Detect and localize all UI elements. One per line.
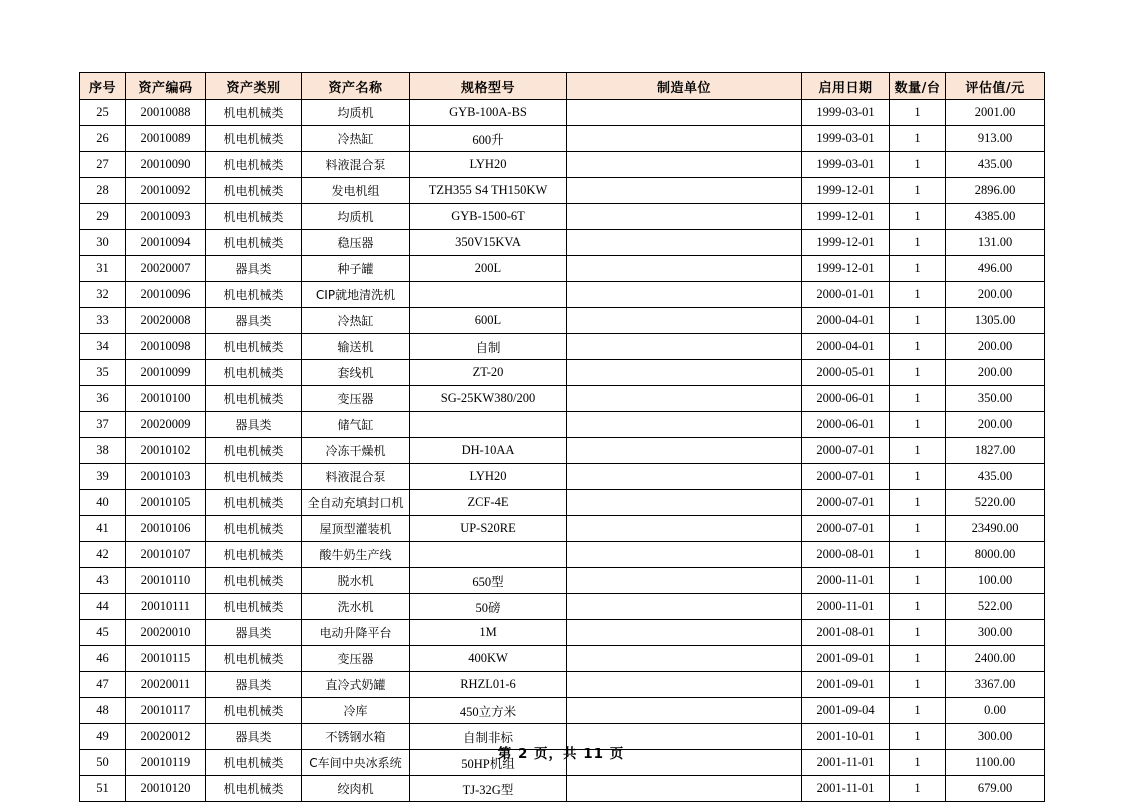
cell-appraised-value: 100.00 [946,568,1045,594]
cell-manufacturer [567,698,802,724]
cell-manufacturer [567,204,802,230]
cell-quantity: 1 [890,542,946,568]
cell-appraised-value: 200.00 [946,360,1045,386]
cell-asset-code: 20010119 [126,750,206,776]
cell-appraised-value: 0.00 [946,698,1045,724]
cell-asset-name: 套线机 [302,360,410,386]
cell-asset-name: 料液混合泵 [302,464,410,490]
cell-asset-name: 不锈钢水箱 [302,724,410,750]
cell-quantity: 1 [890,334,946,360]
cell-spec-model: TJ-32G型 [410,776,567,802]
column-header-start-date: 启用日期 [802,73,890,100]
cell-manufacturer [567,464,802,490]
cell-asset-code: 20020012 [126,724,206,750]
cell-seq: 25 [80,100,126,126]
cell-asset-category: 器具类 [206,724,302,750]
cell-asset-name: 脱水机 [302,568,410,594]
cell-asset-name: 屋顶型灌装机 [302,516,410,542]
cell-quantity: 1 [890,152,946,178]
cell-manufacturer [567,308,802,334]
cell-asset-code: 20020010 [126,620,206,646]
cell-appraised-value: 5220.00 [946,490,1045,516]
cell-asset-category: 机电机械类 [206,516,302,542]
cell-manufacturer [567,360,802,386]
cell-start-date: 1999-12-01 [802,230,890,256]
cell-quantity: 1 [890,438,946,464]
cell-asset-category: 器具类 [206,620,302,646]
table-row [80,360,1045,386]
cell-start-date: 1999-03-01 [802,126,890,152]
cell-start-date: 2000-07-01 [802,464,890,490]
cell-manufacturer [567,178,802,204]
cell-manufacturer [567,230,802,256]
table-row [80,412,1045,438]
cell-asset-code: 20010102 [126,438,206,464]
cell-asset-category: 机电机械类 [206,568,302,594]
cell-asset-code: 20010096 [126,282,206,308]
cell-asset-category: 机电机械类 [206,490,302,516]
asset-table [79,72,1045,802]
cell-start-date: 1999-03-01 [802,152,890,178]
cell-start-date: 2000-11-01 [802,594,890,620]
cell-manufacturer [567,334,802,360]
table-row [80,100,1045,126]
cell-spec-model: ZCF-4E [410,490,567,516]
cell-asset-category: 机电机械类 [206,542,302,568]
cell-asset-name: 变压器 [302,386,410,412]
cell-quantity: 1 [890,776,946,802]
cell-quantity: 1 [890,282,946,308]
cell-quantity: 1 [890,490,946,516]
cell-asset-category: 机电机械类 [206,178,302,204]
cell-asset-category: 机电机械类 [206,282,302,308]
cell-asset-code: 20010103 [126,464,206,490]
cell-start-date: 2001-11-01 [802,750,890,776]
cell-start-date: 2000-07-01 [802,438,890,464]
page-footer: 第 2 页，共 11 页 [497,746,625,762]
cell-spec-model: RHZL01-6 [410,672,567,698]
cell-asset-category: 器具类 [206,412,302,438]
cell-manufacturer [567,776,802,802]
cell-spec-model: 600L [410,308,567,334]
cell-asset-code: 20010090 [126,152,206,178]
cell-appraised-value: 131.00 [946,230,1045,256]
cell-quantity: 1 [890,100,946,126]
cell-spec-model: 600升 [410,126,567,152]
cell-asset-category: 机电机械类 [206,100,302,126]
table-header [80,73,1045,100]
cell-manufacturer [567,126,802,152]
cell-start-date: 2000-07-01 [802,516,890,542]
cell-asset-name: 输送机 [302,334,410,360]
cell-spec-model: DH-10AA [410,438,567,464]
cell-appraised-value: 200.00 [946,334,1045,360]
cell-asset-code: 20010110 [126,568,206,594]
cell-appraised-value: 435.00 [946,152,1045,178]
cell-asset-code: 20010094 [126,230,206,256]
cell-asset-code: 20010092 [126,178,206,204]
cell-asset-code: 20020011 [126,672,206,698]
cell-asset-code: 20010107 [126,542,206,568]
cell-seq: 42 [80,542,126,568]
cell-appraised-value: 2400.00 [946,646,1045,672]
cell-manufacturer [567,516,802,542]
cell-start-date: 2001-10-01 [802,724,890,750]
cell-seq: 38 [80,438,126,464]
table-row [80,282,1045,308]
cell-quantity: 1 [890,698,946,724]
cell-quantity: 1 [890,464,946,490]
cell-quantity: 1 [890,620,946,646]
cell-asset-category: 器具类 [206,308,302,334]
cell-manufacturer [567,542,802,568]
cell-asset-category: 机电机械类 [206,594,302,620]
cell-start-date: 1999-12-01 [802,178,890,204]
cell-spec-model: ZT-20 [410,360,567,386]
cell-appraised-value: 2896.00 [946,178,1045,204]
cell-seq: 48 [80,698,126,724]
table-row [80,542,1045,568]
cell-appraised-value: 8000.00 [946,542,1045,568]
cell-start-date: 2001-11-01 [802,776,890,802]
column-header-quantity: 数量/台 [890,73,946,100]
cell-start-date: 2000-08-01 [802,542,890,568]
cell-asset-category: 机电机械类 [206,230,302,256]
cell-asset-code: 20010120 [126,776,206,802]
asset-table-container [79,72,1044,802]
cell-start-date: 2000-11-01 [802,568,890,594]
cell-seq: 28 [80,178,126,204]
cell-appraised-value: 913.00 [946,126,1045,152]
cell-asset-category: 机电机械类 [206,360,302,386]
cell-seq: 36 [80,386,126,412]
cell-asset-name: 冷冻干燥机 [302,438,410,464]
cell-seq: 46 [80,646,126,672]
cell-asset-name: 冷库 [302,698,410,724]
cell-seq: 50 [80,750,126,776]
cell-start-date: 2000-05-01 [802,360,890,386]
cell-seq: 30 [80,230,126,256]
cell-appraised-value: 23490.00 [946,516,1045,542]
cell-spec-model: 200L [410,256,567,282]
cell-asset-code: 20020008 [126,308,206,334]
cell-seq: 40 [80,490,126,516]
cell-asset-category: 机电机械类 [206,698,302,724]
cell-manufacturer [567,386,802,412]
cell-asset-name: 稳压器 [302,230,410,256]
cell-start-date: 2000-04-01 [802,308,890,334]
cell-asset-code: 20010117 [126,698,206,724]
cell-seq: 27 [80,152,126,178]
cell-asset-name: CIP就地清洗机 [302,282,410,308]
table-row [80,594,1045,620]
table-row [80,230,1045,256]
table-row [80,204,1045,230]
cell-appraised-value: 496.00 [946,256,1045,282]
cell-asset-code: 20010105 [126,490,206,516]
cell-asset-name: 全自动充填封口机 [302,490,410,516]
cell-manufacturer [567,594,802,620]
column-header-manufacturer: 制造单位 [567,73,802,100]
cell-appraised-value: 1305.00 [946,308,1045,334]
cell-start-date: 2000-06-01 [802,386,890,412]
table-row [80,516,1045,542]
cell-quantity: 1 [890,256,946,282]
cell-asset-name: 均质机 [302,204,410,230]
cell-spec-model [410,282,567,308]
cell-spec-model: SG-25KW380/200 [410,386,567,412]
cell-start-date: 2000-06-01 [802,412,890,438]
cell-spec-model: GYB-100A-BS [410,100,567,126]
cell-quantity: 1 [890,360,946,386]
cell-start-date: 2000-04-01 [802,334,890,360]
cell-appraised-value: 300.00 [946,724,1045,750]
cell-quantity: 1 [890,516,946,542]
cell-asset-name: 冷热缸 [302,126,410,152]
cell-spec-model [410,542,567,568]
cell-seq: 49 [80,724,126,750]
cell-seq: 31 [80,256,126,282]
column-header-asset-category: 资产类别 [206,73,302,100]
cell-manufacturer [567,672,802,698]
cell-manufacturer [567,412,802,438]
cell-appraised-value: 200.00 [946,412,1045,438]
column-header-asset-name: 资产名称 [302,73,410,100]
cell-appraised-value: 350.00 [946,386,1045,412]
cell-asset-category: 机电机械类 [206,776,302,802]
cell-spec-model: 400KW [410,646,567,672]
column-header-asset-code: 资产编码 [126,73,206,100]
cell-quantity: 1 [890,750,946,776]
cell-manufacturer [567,100,802,126]
cell-asset-name: 绞肉机 [302,776,410,802]
cell-seq: 26 [80,126,126,152]
table-body [80,100,1045,802]
cell-asset-code: 20010088 [126,100,206,126]
cell-seq: 39 [80,464,126,490]
cell-start-date: 2001-09-01 [802,672,890,698]
cell-asset-code: 20010111 [126,594,206,620]
cell-appraised-value: 1827.00 [946,438,1045,464]
cell-appraised-value: 435.00 [946,464,1045,490]
cell-seq: 32 [80,282,126,308]
cell-spec-model: 450立方米 [410,698,567,724]
cell-spec-model: TZH355 S4 TH150KW [410,178,567,204]
cell-asset-name: 酸牛奶生产线 [302,542,410,568]
cell-appraised-value: 300.00 [946,620,1045,646]
cell-spec-model: 自制 [410,334,567,360]
cell-spec-model: UP-S20RE [410,516,567,542]
cell-asset-category: 机电机械类 [206,334,302,360]
table-header-row [80,73,1045,100]
cell-manufacturer [567,152,802,178]
cell-quantity: 1 [890,308,946,334]
cell-asset-name: 种子罐 [302,256,410,282]
cell-spec-model: 650型 [410,568,567,594]
cell-asset-name: 冷热缸 [302,308,410,334]
cell-spec-model: 1M [410,620,567,646]
table-row [80,308,1045,334]
table-row [80,464,1045,490]
cell-asset-code: 20010089 [126,126,206,152]
column-header-spec-model: 规格型号 [410,73,567,100]
cell-asset-category: 器具类 [206,672,302,698]
cell-seq: 47 [80,672,126,698]
cell-quantity: 1 [890,672,946,698]
cell-asset-code: 20010098 [126,334,206,360]
cell-seq: 35 [80,360,126,386]
cell-asset-code: 20020007 [126,256,206,282]
cell-asset-code: 20010115 [126,646,206,672]
cell-quantity: 1 [890,230,946,256]
table-row [80,126,1045,152]
cell-appraised-value: 522.00 [946,594,1045,620]
cell-manufacturer [567,620,802,646]
cell-quantity: 1 [890,594,946,620]
table-row [80,646,1045,672]
cell-seq: 43 [80,568,126,594]
cell-seq: 37 [80,412,126,438]
cell-asset-category: 机电机械类 [206,750,302,776]
column-header-appraised-value: 评估值/元 [946,73,1045,100]
cell-quantity: 1 [890,178,946,204]
cell-spec-model: LYH20 [410,152,567,178]
cell-manufacturer [567,490,802,516]
cell-seq: 41 [80,516,126,542]
cell-quantity: 1 [890,126,946,152]
cell-asset-name: 洗水机 [302,594,410,620]
table-row [80,672,1045,698]
table-row [80,178,1045,204]
cell-start-date: 2001-08-01 [802,620,890,646]
cell-asset-name: 电动升降平台 [302,620,410,646]
table-row [80,386,1045,412]
cell-start-date: 1999-03-01 [802,100,890,126]
cell-asset-code: 20010099 [126,360,206,386]
cell-quantity: 1 [890,646,946,672]
table-row [80,334,1045,360]
table-row [80,490,1045,516]
cell-asset-name: 直冷式奶罐 [302,672,410,698]
cell-appraised-value: 679.00 [946,776,1045,802]
cell-spec-model: 350V15KVA [410,230,567,256]
cell-asset-name: C车间中央冰系统 [302,750,410,776]
cell-appraised-value: 200.00 [946,282,1045,308]
cell-spec-model: 自制非标 [410,724,567,750]
cell-start-date: 2000-01-01 [802,282,890,308]
cell-seq: 44 [80,594,126,620]
cell-manufacturer [567,568,802,594]
cell-quantity: 1 [890,386,946,412]
cell-manufacturer [567,438,802,464]
cell-quantity: 1 [890,724,946,750]
cell-asset-code: 20010106 [126,516,206,542]
cell-spec-model: LYH20 [410,464,567,490]
cell-asset-category: 机电机械类 [206,646,302,672]
cell-asset-category: 机电机械类 [206,438,302,464]
cell-quantity: 1 [890,568,946,594]
cell-start-date: 1999-12-01 [802,256,890,282]
cell-asset-category: 机电机械类 [206,204,302,230]
column-header-seq: 序号 [80,73,126,100]
table-row [80,256,1045,282]
cell-asset-category: 机电机械类 [206,126,302,152]
cell-appraised-value: 3367.00 [946,672,1045,698]
cell-asset-code: 20010100 [126,386,206,412]
cell-appraised-value: 4385.00 [946,204,1045,230]
cell-spec-model: 50HP机组 [410,750,567,776]
cell-seq: 33 [80,308,126,334]
cell-start-date: 2000-07-01 [802,490,890,516]
cell-asset-category: 机电机械类 [206,386,302,412]
cell-manufacturer [567,646,802,672]
cell-quantity: 1 [890,204,946,230]
cell-asset-code: 20020009 [126,412,206,438]
cell-seq: 34 [80,334,126,360]
cell-asset-name: 发电机组 [302,178,410,204]
table-row [80,568,1045,594]
cell-spec-model: GYB-1500-6T [410,204,567,230]
cell-appraised-value: 1100.00 [946,750,1045,776]
cell-seq: 45 [80,620,126,646]
cell-seq: 51 [80,776,126,802]
table-row [80,776,1045,802]
cell-asset-code: 20010093 [126,204,206,230]
cell-spec-model [410,412,567,438]
cell-asset-name: 均质机 [302,100,410,126]
cell-asset-category: 器具类 [206,256,302,282]
cell-start-date: 1999-12-01 [802,204,890,230]
cell-quantity: 1 [890,412,946,438]
cell-start-date: 2001-09-01 [802,646,890,672]
cell-asset-name: 料液混合泵 [302,152,410,178]
cell-asset-name: 变压器 [302,646,410,672]
cell-start-date: 2001-09-04 [802,698,890,724]
cell-asset-category: 机电机械类 [206,152,302,178]
table-row [80,698,1045,724]
cell-appraised-value: 2001.00 [946,100,1045,126]
cell-asset-name: 储气缸 [302,412,410,438]
table-row [80,438,1045,464]
cell-spec-model: 50磅 [410,594,567,620]
cell-manufacturer [567,282,802,308]
cell-manufacturer [567,256,802,282]
cell-asset-category: 机电机械类 [206,464,302,490]
table-row [80,620,1045,646]
cell-seq: 29 [80,204,126,230]
table-row [80,152,1045,178]
